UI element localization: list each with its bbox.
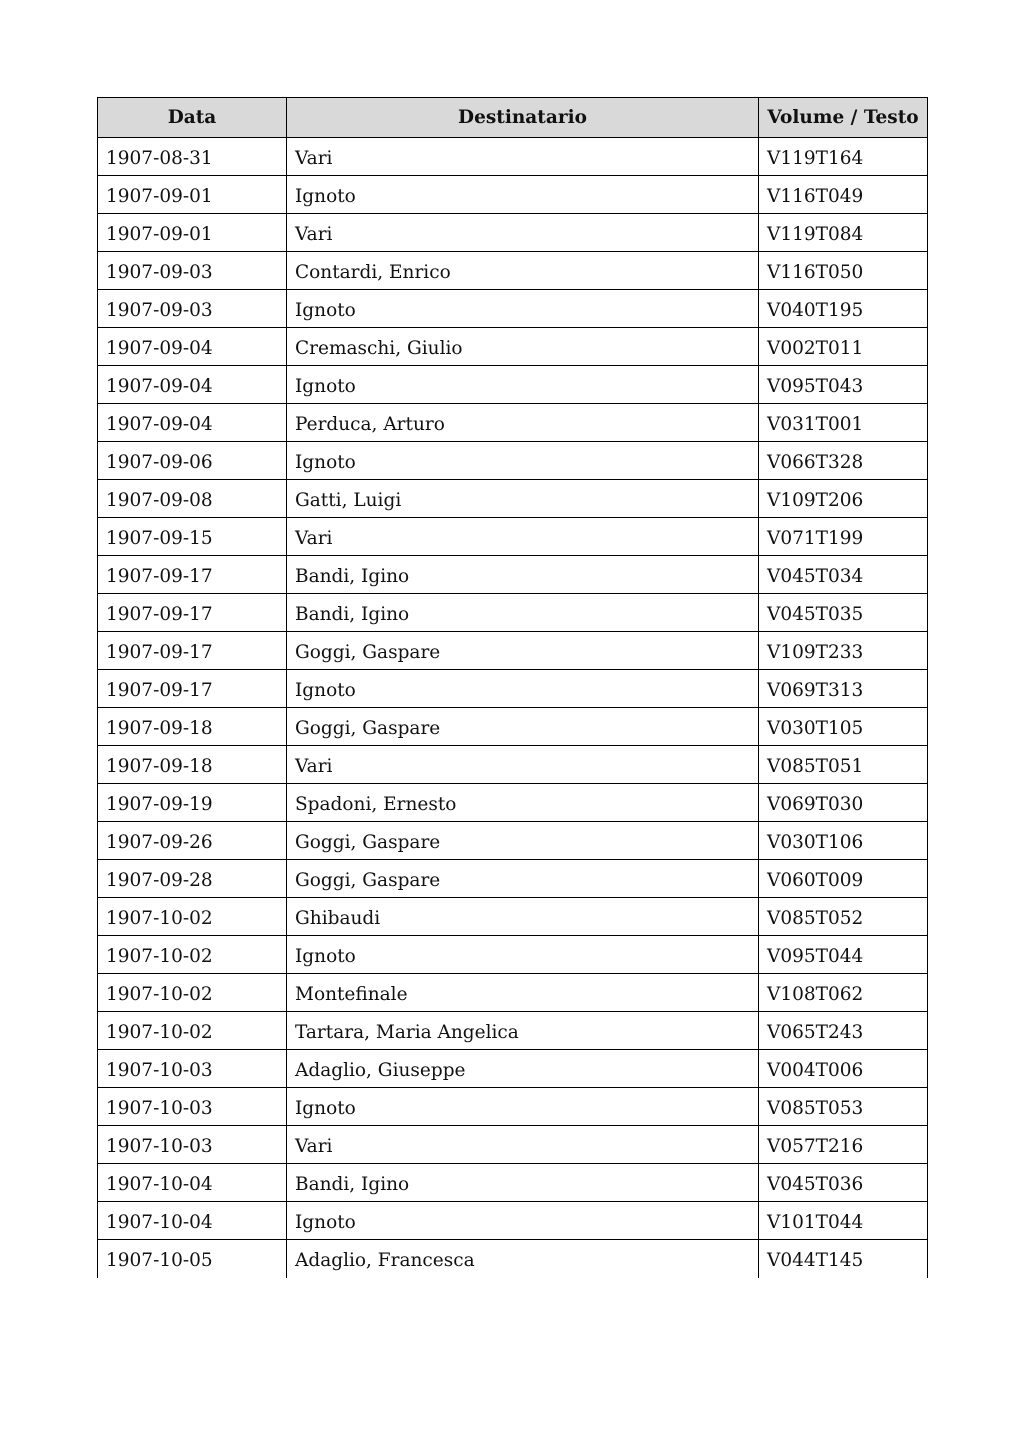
table-row: [98, 1088, 928, 1126]
cell-recipient: Bandi, Igino: [287, 1164, 759, 1202]
column-header-volume-text: Volume / Testo: [759, 98, 928, 138]
letters-table: [97, 97, 928, 1278]
cell-volume-text: V045T034: [759, 556, 928, 594]
cell-recipient: Ignoto: [287, 366, 759, 404]
cell-volume-text: V002T011: [759, 328, 928, 366]
cell-volume-text: V030T106: [759, 822, 928, 860]
cell-date: 1907-09-17: [98, 594, 287, 632]
table-row: [98, 632, 928, 670]
cell-volume-text: V060T009: [759, 860, 928, 898]
cell-date: 1907-10-03: [98, 1050, 287, 1088]
cell-volume-text: V040T195: [759, 290, 928, 328]
cell-recipient: Adaglio, Giuseppe: [287, 1050, 759, 1088]
cell-date: 1907-10-02: [98, 936, 287, 974]
cell-recipient: Montefinale: [287, 974, 759, 1012]
table-row: [98, 974, 928, 1012]
cell-volume-text: V057T216: [759, 1126, 928, 1164]
cell-volume-text: V101T044: [759, 1202, 928, 1240]
cell-date: 1907-10-02: [98, 1012, 287, 1050]
cell-date: 1907-09-04: [98, 404, 287, 442]
cell-date: 1907-09-19: [98, 784, 287, 822]
cell-recipient: Bandi, Igino: [287, 556, 759, 594]
cell-volume-text: V045T036: [759, 1164, 928, 1202]
cell-date: 1907-09-08: [98, 480, 287, 518]
cell-volume-text: V044T145: [759, 1240, 928, 1278]
cell-recipient: Vari: [287, 214, 759, 252]
cell-date: 1907-10-04: [98, 1164, 287, 1202]
cell-volume-text: V116T049: [759, 176, 928, 214]
table-row: [98, 328, 928, 366]
cell-recipient: Ignoto: [287, 442, 759, 480]
cell-recipient: Ignoto: [287, 176, 759, 214]
cell-date: 1907-09-04: [98, 328, 287, 366]
cell-date: 1907-10-02: [98, 974, 287, 1012]
cell-recipient: Vari: [287, 1126, 759, 1164]
table-row: [98, 670, 928, 708]
cell-date: 1907-09-26: [98, 822, 287, 860]
cell-recipient: Ignoto: [287, 670, 759, 708]
table-row: [98, 898, 928, 936]
cell-recipient: Goggi, Gaspare: [287, 708, 759, 746]
table-row: [98, 708, 928, 746]
cell-volume-text: V085T053: [759, 1088, 928, 1126]
cell-volume-text: V066T328: [759, 442, 928, 480]
table-row: [98, 214, 928, 252]
cell-date: 1907-09-03: [98, 290, 287, 328]
table-row: [98, 1012, 928, 1050]
cell-volume-text: V071T199: [759, 518, 928, 556]
cell-recipient: Adaglio, Francesca: [287, 1240, 759, 1278]
cell-volume-text: V116T050: [759, 252, 928, 290]
cell-date: 1907-09-17: [98, 670, 287, 708]
cell-volume-text: V109T233: [759, 632, 928, 670]
header-row: [98, 98, 928, 138]
table-row: [98, 252, 928, 290]
cell-recipient: Goggi, Gaspare: [287, 860, 759, 898]
cell-date: 1907-09-06: [98, 442, 287, 480]
cell-recipient: Contardi, Enrico: [287, 252, 759, 290]
cell-volume-text: V069T313: [759, 670, 928, 708]
cell-volume-text: V030T105: [759, 708, 928, 746]
cell-date: 1907-09-18: [98, 746, 287, 784]
table-row: [98, 746, 928, 784]
table-row: [98, 442, 928, 480]
cell-recipient: Vari: [287, 746, 759, 784]
cell-date: 1907-09-28: [98, 860, 287, 898]
column-header-recipient: Destinatario: [287, 98, 759, 138]
cell-recipient: Goggi, Gaspare: [287, 822, 759, 860]
cell-date: 1907-09-18: [98, 708, 287, 746]
cell-volume-text: V119T164: [759, 138, 928, 176]
cell-volume-text: V069T030: [759, 784, 928, 822]
table-row: [98, 784, 928, 822]
cell-volume-text: V031T001: [759, 404, 928, 442]
cell-date: 1907-10-02: [98, 898, 287, 936]
table-row: [98, 518, 928, 556]
cell-recipient: Gatti, Luigi: [287, 480, 759, 518]
table-row: [98, 822, 928, 860]
table-row: [98, 860, 928, 898]
cell-recipient: Bandi, Igino: [287, 594, 759, 632]
cell-volume-text: V085T051: [759, 746, 928, 784]
table-row: [98, 290, 928, 328]
table-row: [98, 1164, 928, 1202]
cell-recipient: Ghibaudi: [287, 898, 759, 936]
cell-volume-text: V045T035: [759, 594, 928, 632]
cell-volume-text: V109T206: [759, 480, 928, 518]
cell-recipient: Vari: [287, 518, 759, 556]
cell-recipient: Vari: [287, 138, 759, 176]
table-body: [98, 138, 928, 1278]
cell-volume-text: V095T044: [759, 936, 928, 974]
cell-date: 1907-09-03: [98, 252, 287, 290]
cell-recipient: Perduca, Arturo: [287, 404, 759, 442]
cell-date: 1907-10-04: [98, 1202, 287, 1240]
cell-recipient: Cremaschi, Giulio: [287, 328, 759, 366]
cell-recipient: Ignoto: [287, 936, 759, 974]
table-row: [98, 480, 928, 518]
cell-date: 1907-10-03: [98, 1126, 287, 1164]
cell-date: 1907-09-01: [98, 176, 287, 214]
cell-date: 1907-09-04: [98, 366, 287, 404]
cell-date: 1907-10-05: [98, 1240, 287, 1278]
cell-date: 1907-09-17: [98, 556, 287, 594]
table-row: [98, 366, 928, 404]
column-header-date: Data: [98, 98, 287, 138]
table-row: [98, 1240, 928, 1278]
cell-recipient: Ignoto: [287, 290, 759, 328]
table-row: [98, 176, 928, 214]
table-row: [98, 1202, 928, 1240]
cell-volume-text: V119T084: [759, 214, 928, 252]
cell-volume-text: V095T043: [759, 366, 928, 404]
table-row: [98, 936, 928, 974]
table-row: [98, 138, 928, 176]
table-row: [98, 1050, 928, 1088]
cell-recipient: Spadoni, Ernesto: [287, 784, 759, 822]
cell-date: 1907-08-31: [98, 138, 287, 176]
cell-volume-text: V085T052: [759, 898, 928, 936]
cell-recipient: Goggi, Gaspare: [287, 632, 759, 670]
cell-date: 1907-09-17: [98, 632, 287, 670]
document-page: [97, 97, 927, 1278]
cell-date: 1907-10-03: [98, 1088, 287, 1126]
table-row: [98, 1126, 928, 1164]
cell-recipient: Ignoto: [287, 1202, 759, 1240]
table-row: [98, 556, 928, 594]
table-row: [98, 594, 928, 632]
cell-volume-text: V004T006: [759, 1050, 928, 1088]
cell-recipient: Ignoto: [287, 1088, 759, 1126]
table-header: [98, 98, 928, 138]
cell-date: 1907-09-15: [98, 518, 287, 556]
cell-date: 1907-09-01: [98, 214, 287, 252]
cell-volume-text: V065T243: [759, 1012, 928, 1050]
cell-volume-text: V108T062: [759, 974, 928, 1012]
cell-recipient: Tartara, Maria Angelica: [287, 1012, 759, 1050]
table-row: [98, 404, 928, 442]
